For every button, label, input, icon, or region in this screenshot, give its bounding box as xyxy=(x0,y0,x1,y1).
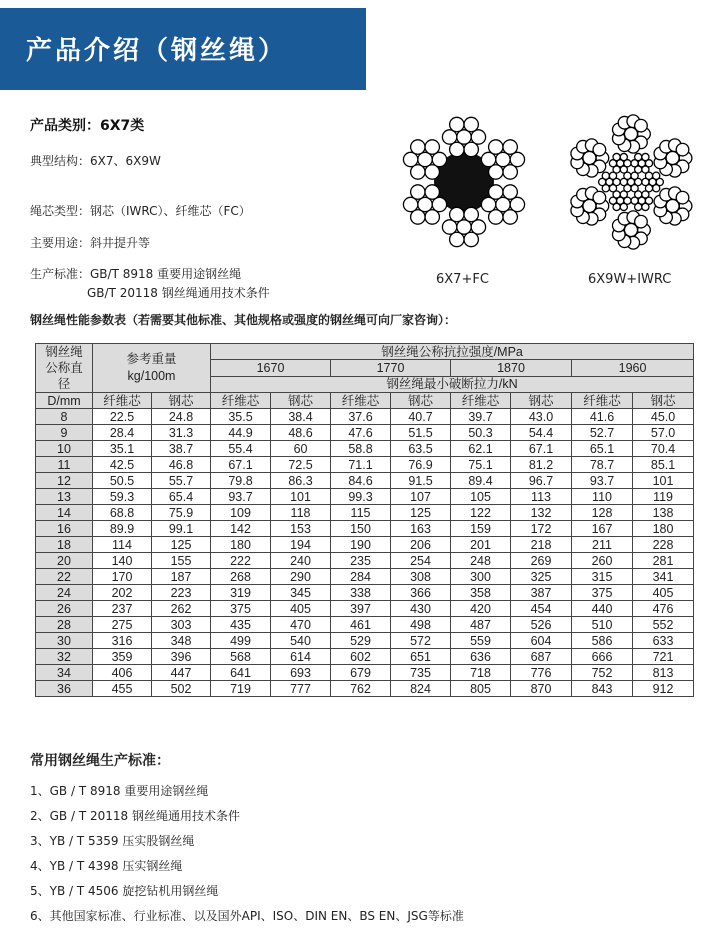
value-cell: 762 xyxy=(331,681,391,697)
diameter-cell: 26 xyxy=(36,601,93,617)
value-cell: 454 xyxy=(511,601,572,617)
table-row xyxy=(36,633,694,649)
diameter-cell: 32 xyxy=(36,649,93,665)
core-type: 绳芯类型：钢芯（IWRC）、纤维芯（FC） xyxy=(30,204,251,218)
value-cell: 172 xyxy=(511,521,572,537)
diameter-cell: 22 xyxy=(36,569,93,585)
value-cell: 63.5 xyxy=(391,441,451,457)
value-cell: 540 xyxy=(271,633,331,649)
wire xyxy=(642,203,649,210)
value-cell: 693 xyxy=(271,665,331,681)
header-fiber-core: 纤维芯 xyxy=(451,393,511,409)
product-category: 产品类别：6X7类 xyxy=(30,118,145,134)
header-breaking-force: 钢丝绳最小破断拉力/kN xyxy=(211,376,694,392)
value-cell: 142 xyxy=(211,521,271,537)
value-cell: 260 xyxy=(572,553,633,569)
diameter-cell: 12 xyxy=(36,473,93,489)
value-cell: 406 xyxy=(93,665,152,681)
value-cell: 40.7 xyxy=(391,409,451,425)
value-cell: 60 xyxy=(271,441,331,457)
table-row xyxy=(36,489,694,505)
value-cell: 211 xyxy=(572,537,633,553)
header-steel-core: 钢芯 xyxy=(511,393,572,409)
value-cell: 22.5 xyxy=(93,409,152,425)
value-cell: 93.7 xyxy=(211,489,271,505)
wire xyxy=(425,165,439,179)
table-row xyxy=(36,601,694,617)
value-cell: 24.8 xyxy=(152,409,211,425)
diameter-cell: 14 xyxy=(36,505,93,521)
value-cell: 79.8 xyxy=(211,473,271,489)
value-cell: 602 xyxy=(331,649,391,665)
wire xyxy=(503,210,517,224)
value-cell: 62.1 xyxy=(451,441,511,457)
value-cell: 240 xyxy=(271,553,331,569)
wire xyxy=(620,191,627,198)
value-cell: 315 xyxy=(572,569,633,585)
value-cell: 387 xyxy=(511,585,572,601)
value-cell: 99.1 xyxy=(152,521,211,537)
value-cell: 498 xyxy=(391,617,451,633)
value-cell: 51.5 xyxy=(391,425,451,441)
value-cell: 870 xyxy=(511,681,572,697)
wire xyxy=(503,165,517,179)
value-cell: 614 xyxy=(271,649,331,665)
wire xyxy=(635,215,648,228)
diameter-cell: 24 xyxy=(36,585,93,601)
value-cell: 59.3 xyxy=(93,489,152,505)
production-standard-2: GB/T 20118 钢丝绳通用技术条件 xyxy=(87,286,270,300)
value-cell: 202 xyxy=(93,585,152,601)
value-cell: 50.5 xyxy=(93,473,152,489)
table-row xyxy=(36,473,694,489)
value-cell: 65.4 xyxy=(152,489,211,505)
value-cell: 502 xyxy=(152,681,211,697)
value-cell: 125 xyxy=(391,505,451,521)
value-cell: 41.6 xyxy=(572,409,633,425)
value-cell: 114 xyxy=(93,537,152,553)
value-cell: 47.6 xyxy=(331,425,391,441)
value-cell: 38.4 xyxy=(271,409,331,425)
grade-1960: 1960 xyxy=(572,360,694,376)
wire xyxy=(411,140,425,154)
diameter-cell: 36 xyxy=(36,681,93,697)
value-cell: 76.9 xyxy=(391,457,451,473)
value-cell: 93.7 xyxy=(572,473,633,489)
value-cell: 348 xyxy=(152,633,211,649)
wire xyxy=(593,191,606,204)
value-cell: 118 xyxy=(271,505,331,521)
value-cell: 366 xyxy=(391,585,451,601)
wire xyxy=(464,232,478,246)
value-cell: 44.9 xyxy=(211,425,271,441)
diameter-cell: 20 xyxy=(36,553,93,569)
header-fiber-core: 纤维芯 xyxy=(572,393,633,409)
value-cell: 487 xyxy=(451,617,511,633)
table-row xyxy=(36,441,694,457)
diameter-cell: 16 xyxy=(36,521,93,537)
value-cell: 290 xyxy=(271,569,331,585)
standard-item: 4、YB / T 4398 压实钢丝绳 xyxy=(30,859,183,873)
value-cell: 776 xyxy=(511,665,572,681)
value-cell: 70.4 xyxy=(633,441,694,457)
value-cell: 45.0 xyxy=(633,409,694,425)
value-cell: 275 xyxy=(93,617,152,633)
value-cell: 572 xyxy=(391,633,451,649)
value-cell: 85.1 xyxy=(633,457,694,473)
value-cell: 55.7 xyxy=(152,473,211,489)
value-cell: 435 xyxy=(211,617,271,633)
value-cell: 201 xyxy=(451,537,511,553)
value-cell: 128 xyxy=(572,505,633,521)
rope-6x9w-caption: 6X9W+IWRC xyxy=(588,272,672,287)
wire xyxy=(642,191,649,198)
wire xyxy=(620,166,627,173)
value-cell: 28.4 xyxy=(93,425,152,441)
value-cell: 50.3 xyxy=(451,425,511,441)
value-cell: 222 xyxy=(211,553,271,569)
value-cell: 35.1 xyxy=(93,441,152,457)
value-cell: 110 xyxy=(572,489,633,505)
wire xyxy=(464,117,478,131)
page-title: 产品介绍（钢丝绳） xyxy=(26,36,288,66)
value-cell: 187 xyxy=(152,569,211,585)
wire xyxy=(503,185,517,199)
main-usage: 主要用途：斜井提升等 xyxy=(30,236,151,250)
value-cell: 281 xyxy=(633,553,694,569)
wire xyxy=(464,207,478,221)
wire xyxy=(676,143,689,156)
value-cell: 67.1 xyxy=(211,457,271,473)
standard-item: 1、GB / T 8918 重要用途钢丝绳 xyxy=(30,784,209,798)
standard-item: 2、GB / T 20118 钢丝绳通用技术条件 xyxy=(30,809,240,823)
typical-structure: 典型结构：6X7、6X9W xyxy=(30,154,161,168)
value-cell: 218 xyxy=(511,537,572,553)
value-cell: 115 xyxy=(331,505,391,521)
value-cell: 440 xyxy=(572,601,633,617)
value-cell: 375 xyxy=(211,601,271,617)
value-cell: 455 xyxy=(93,681,152,697)
value-cell: 150 xyxy=(331,521,391,537)
value-cell: 107 xyxy=(391,489,451,505)
value-cell: 125 xyxy=(152,537,211,553)
wire xyxy=(635,119,648,132)
value-cell: 119 xyxy=(633,489,694,505)
value-cell: 568 xyxy=(211,649,271,665)
production-standard: 生产标准：GB/T 8918 重要用途钢丝绳 xyxy=(30,267,242,281)
diameter-cell: 10 xyxy=(36,441,93,457)
value-cell: 824 xyxy=(391,681,451,697)
header-diameter: 钢丝绳公称直径 xyxy=(36,344,93,393)
table-row xyxy=(36,569,694,585)
value-cell: 721 xyxy=(633,649,694,665)
table-row xyxy=(36,457,694,473)
value-cell: 105 xyxy=(451,489,511,505)
value-cell: 84.6 xyxy=(331,473,391,489)
standard-item: 6、其他国家标准、行业标准、以及国外API、ISO、DIN EN、BS EN、JSG等标准 xyxy=(30,909,464,923)
value-cell: 237 xyxy=(93,601,152,617)
rope-6x7-caption: 6X7+FC xyxy=(436,272,489,287)
value-cell: 268 xyxy=(211,569,271,585)
table-body xyxy=(36,409,694,697)
value-cell: 180 xyxy=(633,521,694,537)
title-banner xyxy=(0,8,366,90)
header-tensile-strength: 钢丝绳公称抗拉强度/MPa xyxy=(211,344,694,360)
diameter-cell: 28 xyxy=(36,617,93,633)
table-row xyxy=(36,537,694,553)
value-cell: 586 xyxy=(572,633,633,649)
diameter-cell: 9 xyxy=(36,425,93,441)
value-cell: 35.5 xyxy=(211,409,271,425)
value-cell: 805 xyxy=(451,681,511,697)
value-cell: 529 xyxy=(331,633,391,649)
value-cell: 101 xyxy=(271,489,331,505)
value-cell: 752 xyxy=(572,665,633,681)
diameter-cell: 34 xyxy=(36,665,93,681)
diameter-cell: 30 xyxy=(36,633,93,649)
value-cell: 420 xyxy=(451,601,511,617)
value-cell: 180 xyxy=(211,537,271,553)
value-cell: 447 xyxy=(152,665,211,681)
value-cell: 170 xyxy=(93,569,152,585)
value-cell: 375 xyxy=(572,585,633,601)
table-row xyxy=(36,425,694,441)
value-cell: 78.7 xyxy=(572,457,633,473)
value-cell: 636 xyxy=(451,649,511,665)
value-cell: 397 xyxy=(331,601,391,617)
value-cell: 31.3 xyxy=(152,425,211,441)
value-cell: 153 xyxy=(271,521,331,537)
wire xyxy=(593,143,606,156)
wire xyxy=(489,140,503,154)
value-cell: 58.8 xyxy=(331,441,391,457)
wire xyxy=(620,153,627,160)
value-cell: 358 xyxy=(451,585,511,601)
value-cell: 430 xyxy=(391,601,451,617)
value-cell: 641 xyxy=(211,665,271,681)
value-cell: 735 xyxy=(391,665,451,681)
value-cell: 470 xyxy=(271,617,331,633)
value-cell: 308 xyxy=(391,569,451,585)
value-cell: 75.1 xyxy=(451,457,511,473)
value-cell: 303 xyxy=(152,617,211,633)
grade-1770: 1770 xyxy=(331,360,451,376)
header-steel-core: 钢芯 xyxy=(152,393,211,409)
wire xyxy=(464,142,478,156)
table-row xyxy=(36,681,694,697)
diameter-cell: 8 xyxy=(36,409,93,425)
table-row xyxy=(36,585,694,601)
value-cell: 57.0 xyxy=(633,425,694,441)
value-cell: 194 xyxy=(271,537,331,553)
wire xyxy=(425,210,439,224)
value-cell: 223 xyxy=(152,585,211,601)
value-cell: 99.3 xyxy=(331,489,391,505)
value-cell: 604 xyxy=(511,633,572,649)
standard-item: 3、YB / T 5359 压实股钢丝绳 xyxy=(30,834,195,848)
wire xyxy=(635,153,642,160)
value-cell: 190 xyxy=(331,537,391,553)
value-cell: 167 xyxy=(572,521,633,537)
diameter-cell: 13 xyxy=(36,489,93,505)
value-cell: 316 xyxy=(93,633,152,649)
value-cell: 86.3 xyxy=(271,473,331,489)
header-fiber-core: 纤维芯 xyxy=(211,393,271,409)
table-row xyxy=(36,521,694,537)
performance-table xyxy=(35,343,694,697)
header-steel-core: 钢芯 xyxy=(633,393,694,409)
wire xyxy=(450,207,464,221)
value-cell: 405 xyxy=(633,585,694,601)
wire xyxy=(642,153,649,160)
wire xyxy=(635,191,642,198)
value-cell: 284 xyxy=(331,569,391,585)
diameter-cell: 18 xyxy=(36,537,93,553)
value-cell: 38.7 xyxy=(152,441,211,457)
header-steel-core: 钢芯 xyxy=(271,393,331,409)
value-cell: 235 xyxy=(331,553,391,569)
header-unit: D/mm xyxy=(36,393,93,409)
value-cell: 499 xyxy=(211,633,271,649)
value-cell: 68.8 xyxy=(93,505,152,521)
value-cell: 843 xyxy=(572,681,633,697)
table-row xyxy=(36,617,694,633)
value-cell: 396 xyxy=(152,649,211,665)
value-cell: 526 xyxy=(511,617,572,633)
table-row xyxy=(36,553,694,569)
wire xyxy=(653,185,660,192)
wire xyxy=(653,172,660,179)
header-steel-core: 钢芯 xyxy=(391,393,451,409)
value-cell: 262 xyxy=(152,601,211,617)
wire xyxy=(642,166,649,173)
table-row xyxy=(36,505,694,521)
value-cell: 248 xyxy=(451,553,511,569)
value-cell: 91.5 xyxy=(391,473,451,489)
value-cell: 679 xyxy=(331,665,391,681)
value-cell: 345 xyxy=(271,585,331,601)
wire xyxy=(503,140,517,154)
value-cell: 89.9 xyxy=(93,521,152,537)
value-cell: 228 xyxy=(633,537,694,553)
value-cell: 651 xyxy=(391,649,451,665)
wire xyxy=(450,117,464,131)
value-cell: 101 xyxy=(633,473,694,489)
value-cell: 155 xyxy=(152,553,211,569)
wire xyxy=(489,185,503,199)
header-weight: 参考重量 kg/100m xyxy=(93,344,211,393)
value-cell: 39.7 xyxy=(451,409,511,425)
value-cell: 552 xyxy=(633,617,694,633)
value-cell: 254 xyxy=(391,553,451,569)
wire xyxy=(613,153,620,160)
value-cell: 89.4 xyxy=(451,473,511,489)
value-cell: 269 xyxy=(511,553,572,569)
rope-6x9w-iwrc-diagram xyxy=(562,113,700,251)
value-cell: 65.1 xyxy=(572,441,633,457)
value-cell: 122 xyxy=(451,505,511,521)
value-cell: 206 xyxy=(391,537,451,553)
value-cell: 140 xyxy=(93,553,152,569)
value-cell: 718 xyxy=(451,665,511,681)
table-note: 钢丝绳性能参数表（若需要其他标准、其他规格或强度的钢丝绳可向厂家咨询）： xyxy=(30,313,457,327)
value-cell: 813 xyxy=(633,665,694,681)
standard-item: 5、YB / T 4506 旋挖钻机用钢丝绳 xyxy=(30,884,219,898)
value-cell: 559 xyxy=(451,633,511,649)
value-cell: 96.7 xyxy=(511,473,572,489)
table-row xyxy=(36,409,694,425)
value-cell: 687 xyxy=(511,649,572,665)
wire xyxy=(411,185,425,199)
value-cell: 338 xyxy=(331,585,391,601)
value-cell: 75.9 xyxy=(152,505,211,521)
value-cell: 777 xyxy=(271,681,331,697)
wire xyxy=(620,203,627,210)
value-cell: 633 xyxy=(633,633,694,649)
value-cell: 72.5 xyxy=(271,457,331,473)
value-cell: 319 xyxy=(211,585,271,601)
value-cell: 300 xyxy=(451,569,511,585)
value-cell: 912 xyxy=(633,681,694,697)
diameter-cell: 11 xyxy=(36,457,93,473)
value-cell: 719 xyxy=(211,681,271,697)
value-cell: 159 xyxy=(451,521,511,537)
value-cell: 325 xyxy=(511,569,572,585)
value-cell: 55.4 xyxy=(211,441,271,457)
standards-title: 常用钢丝绳生产标准： xyxy=(30,753,170,769)
wire xyxy=(425,140,439,154)
rope-6x7-fc-diagram xyxy=(395,113,533,251)
value-cell: 48.6 xyxy=(271,425,331,441)
value-cell: 54.4 xyxy=(511,425,572,441)
value-cell: 666 xyxy=(572,649,633,665)
value-cell: 138 xyxy=(633,505,694,521)
wire xyxy=(609,185,616,192)
value-cell: 67.1 xyxy=(511,441,572,457)
value-cell: 42.5 xyxy=(93,457,152,473)
value-cell: 113 xyxy=(511,489,572,505)
wire xyxy=(425,185,439,199)
grade-1870: 1870 xyxy=(451,360,572,376)
value-cell: 132 xyxy=(511,505,572,521)
wire xyxy=(676,191,689,204)
table-row xyxy=(36,649,694,665)
value-cell: 405 xyxy=(271,601,331,617)
value-cell: 81.2 xyxy=(511,457,572,473)
value-cell: 341 xyxy=(633,569,694,585)
value-cell: 163 xyxy=(391,521,451,537)
value-cell: 43.0 xyxy=(511,409,572,425)
value-cell: 71.1 xyxy=(331,457,391,473)
value-cell: 461 xyxy=(331,617,391,633)
grade-1670: 1670 xyxy=(211,360,331,376)
value-cell: 359 xyxy=(93,649,152,665)
value-cell: 37.6 xyxy=(331,409,391,425)
wire xyxy=(602,172,609,179)
table-row xyxy=(36,665,694,681)
value-cell: 510 xyxy=(572,617,633,633)
value-cell: 109 xyxy=(211,505,271,521)
header-fiber-core: 纤维芯 xyxy=(93,393,152,409)
value-cell: 476 xyxy=(633,601,694,617)
value-cell: 46.8 xyxy=(152,457,211,473)
value-cell: 52.7 xyxy=(572,425,633,441)
header-fiber-core: 纤维芯 xyxy=(331,393,391,409)
